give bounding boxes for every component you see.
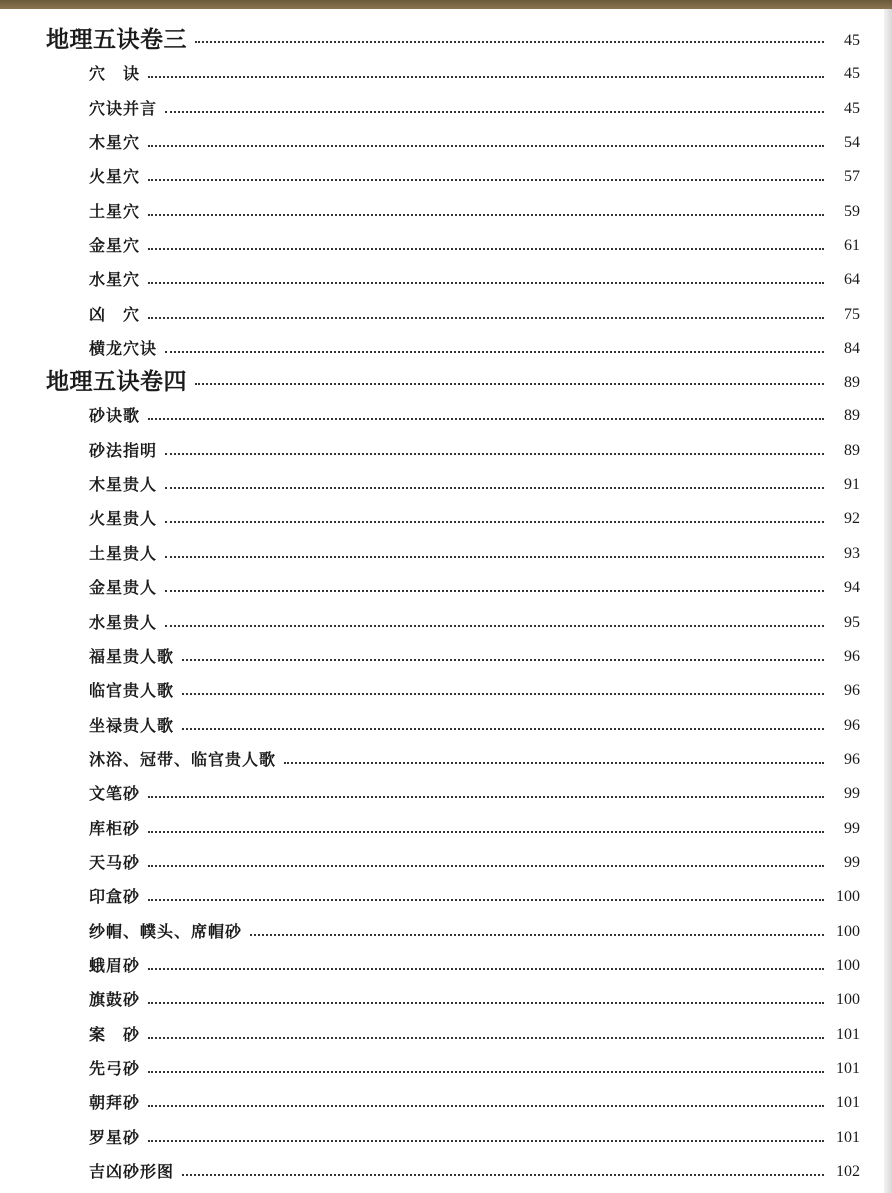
dot-leader xyxy=(250,934,824,936)
entry-title: 临官贵人歌 xyxy=(89,681,175,701)
page-number: 102 xyxy=(836,1163,860,1180)
dot-leader xyxy=(195,383,824,385)
entry-title: 火星穴 xyxy=(89,167,141,187)
dot-leader xyxy=(148,899,824,901)
page-number: 96 xyxy=(844,750,860,768)
page-number: 100 xyxy=(836,956,860,974)
dot-leader xyxy=(148,1140,824,1142)
entry-title: 砂法指明 xyxy=(89,440,158,460)
toc-entry xyxy=(0,774,860,808)
page-number: 94 xyxy=(844,579,860,597)
dot-leader xyxy=(148,282,824,284)
dot-leader xyxy=(148,248,824,250)
dot-leader xyxy=(165,556,824,558)
toc-entry xyxy=(0,568,860,602)
toc-entry xyxy=(0,329,860,363)
toc-entry xyxy=(0,602,860,636)
dot-leader xyxy=(148,831,824,833)
toc-entry xyxy=(0,88,860,122)
toc-entry xyxy=(0,980,860,1014)
dot-leader xyxy=(182,693,824,695)
entry-title: 纱帽、幞头、席帽砂 xyxy=(89,921,243,941)
entry-title: 蛾眉砂 xyxy=(89,955,141,975)
toc-entry xyxy=(0,911,860,945)
entry-title: 土星穴 xyxy=(89,201,141,221)
page-number: 45 xyxy=(844,99,860,117)
entry-title: 横龙穴诀 xyxy=(89,339,158,359)
dot-leader xyxy=(148,968,824,970)
toc-entry xyxy=(0,396,860,430)
page-number: 89 xyxy=(844,374,860,392)
entry-title: 穴 诀 xyxy=(89,64,141,84)
entry-title: 水星贵人 xyxy=(89,612,158,632)
page-number: 54 xyxy=(844,134,860,152)
entry-title: 凶 穴 xyxy=(89,304,141,324)
dot-leader xyxy=(165,487,824,489)
entry-title: 木星贵人 xyxy=(89,475,158,495)
page-number: 101 xyxy=(836,1025,860,1043)
page-number: 99 xyxy=(844,853,860,871)
entry-title: 沐浴、冠带、临官贵人歌 xyxy=(89,749,277,769)
entry-title: 先弓砂 xyxy=(89,1058,141,1078)
dot-leader xyxy=(165,521,824,523)
toc-entry xyxy=(0,1117,860,1151)
page-top-border xyxy=(0,0,892,9)
entry-title: 穴诀并言 xyxy=(89,98,158,118)
entry-title: 木星穴 xyxy=(89,133,141,153)
dot-leader xyxy=(165,351,824,353)
entry-title: 朝拜砂 xyxy=(89,1093,141,1113)
dot-leader xyxy=(165,625,824,627)
dot-leader xyxy=(195,41,824,43)
entry-title: 金星贵人 xyxy=(89,578,158,598)
toc-entry xyxy=(0,499,860,533)
page-number: 61 xyxy=(844,237,860,255)
toc-entry xyxy=(0,54,860,88)
page-number: 89 xyxy=(844,407,860,425)
page-number: 93 xyxy=(844,544,860,562)
dot-leader xyxy=(148,1071,824,1073)
dot-leader xyxy=(148,317,824,319)
entry-title: 天马砂 xyxy=(89,852,141,872)
toc-section-heading xyxy=(0,363,860,396)
page-right-edge xyxy=(884,9,892,1193)
toc-entry xyxy=(0,294,860,328)
dot-leader xyxy=(165,590,824,592)
toc-entry xyxy=(0,1049,860,1083)
page-number: 64 xyxy=(844,271,860,289)
entry-title: 水星穴 xyxy=(89,270,141,290)
toc-entry xyxy=(0,843,860,877)
toc-entry xyxy=(0,430,860,464)
dot-leader xyxy=(182,659,824,661)
toc-entry xyxy=(0,946,860,980)
dot-leader xyxy=(148,1105,824,1107)
toc-entry xyxy=(0,157,860,191)
entry-title: 罗星砂 xyxy=(89,1127,141,1147)
page-number: 91 xyxy=(844,476,860,494)
page-number: 101 xyxy=(836,1128,860,1146)
toc-entry xyxy=(0,671,860,705)
toc-entry xyxy=(0,191,860,225)
dot-leader xyxy=(148,418,824,420)
page-number: 99 xyxy=(844,819,860,837)
page-number: 45 xyxy=(844,32,860,49)
page-number: 96 xyxy=(844,716,860,734)
dot-leader xyxy=(165,453,824,455)
page-number: 59 xyxy=(844,202,860,220)
toc-entry xyxy=(0,533,860,567)
dot-leader xyxy=(148,1002,824,1004)
entry-title: 文笔砂 xyxy=(89,784,141,804)
entry-title: 库柜砂 xyxy=(89,818,141,838)
table-of-contents xyxy=(0,21,860,1186)
dot-leader xyxy=(148,1037,824,1039)
entry-title: 案 砂 xyxy=(89,1024,141,1044)
toc-entry xyxy=(0,1083,860,1117)
toc-entry xyxy=(0,740,860,774)
page-number: 99 xyxy=(844,785,860,803)
section-title: 地理五诀卷三 xyxy=(46,26,187,53)
page-number: 95 xyxy=(844,613,860,631)
entry-title: 金星穴 xyxy=(89,236,141,256)
page-number: 89 xyxy=(844,441,860,459)
toc-entry xyxy=(0,123,860,157)
toc-entry xyxy=(0,1152,860,1186)
toc-entry xyxy=(0,465,860,499)
section-title: 地理五诀卷四 xyxy=(46,368,187,396)
toc-entry xyxy=(0,637,860,671)
dot-leader xyxy=(148,76,824,78)
toc-entry xyxy=(0,705,860,739)
entry-title: 印盒砂 xyxy=(89,887,141,907)
entry-title: 福星贵人歌 xyxy=(89,646,175,666)
toc-entry xyxy=(0,808,860,842)
page-number: 57 xyxy=(844,168,860,186)
toc-entry xyxy=(0,226,860,260)
page-number: 100 xyxy=(836,991,860,1009)
entry-title: 吉凶砂形图 xyxy=(89,1162,175,1181)
dot-leader xyxy=(148,145,824,147)
page-number: 45 xyxy=(844,65,860,83)
page-number: 96 xyxy=(844,647,860,665)
toc-entry xyxy=(0,260,860,294)
entry-title: 砂诀歌 xyxy=(89,406,141,426)
dot-leader xyxy=(148,214,824,216)
dot-leader xyxy=(284,762,824,764)
entry-title: 坐禄贵人歌 xyxy=(89,715,175,735)
dot-leader xyxy=(182,1174,824,1176)
page-number: 92 xyxy=(844,510,860,528)
page-number: 100 xyxy=(836,922,860,940)
page-number: 101 xyxy=(836,1094,860,1112)
page-number: 100 xyxy=(836,888,860,906)
entry-title: 火星贵人 xyxy=(89,509,158,529)
toc-section-heading xyxy=(0,21,860,54)
toc-entry xyxy=(0,877,860,911)
entry-title: 土星贵人 xyxy=(89,543,158,563)
entry-title: 旗鼓砂 xyxy=(89,990,141,1010)
dot-leader xyxy=(182,728,824,730)
dot-leader xyxy=(148,865,824,867)
page-number: 84 xyxy=(844,340,860,358)
toc-entry xyxy=(0,1014,860,1048)
dot-leader xyxy=(165,111,824,113)
dot-leader xyxy=(148,796,824,798)
dot-leader xyxy=(148,179,824,181)
page-number: 96 xyxy=(844,682,860,700)
page-number: 101 xyxy=(836,1059,860,1077)
page-number: 75 xyxy=(844,305,860,323)
